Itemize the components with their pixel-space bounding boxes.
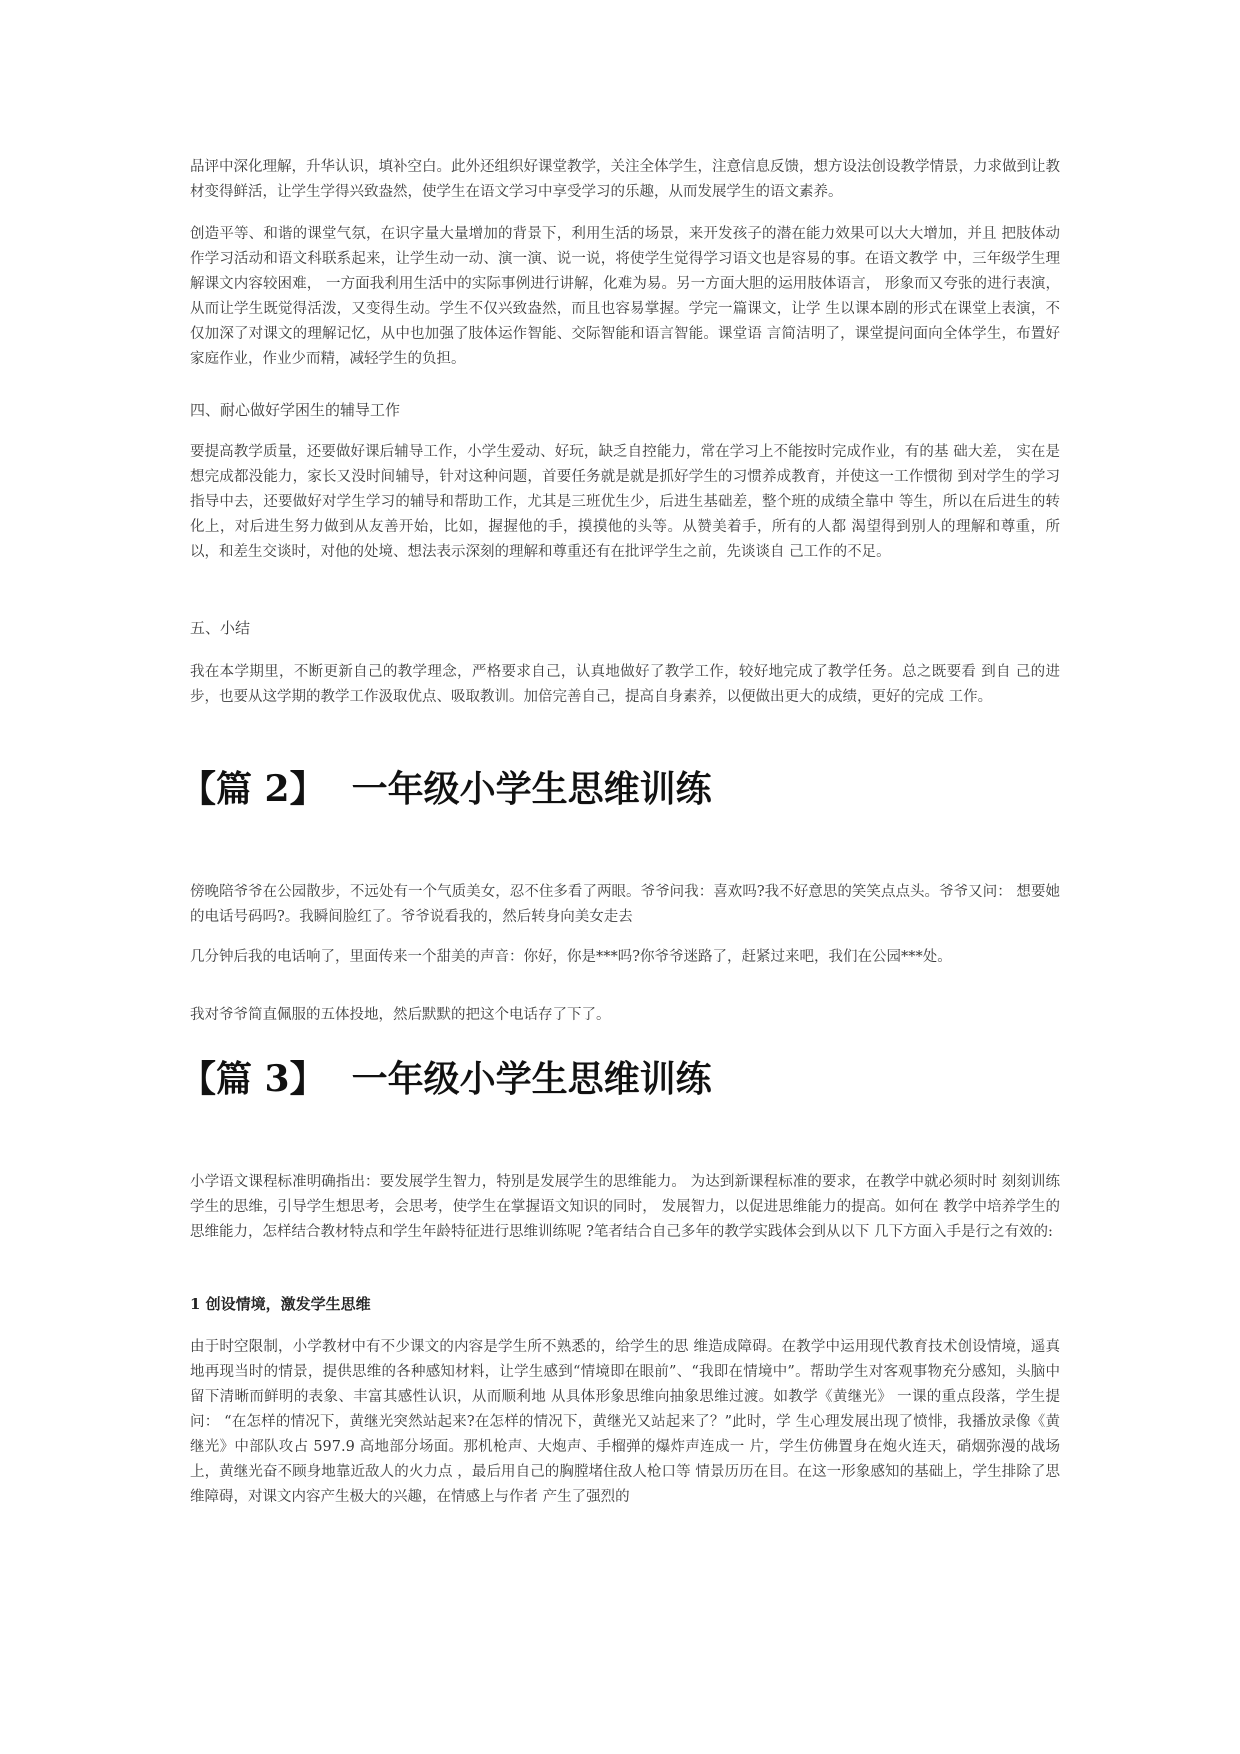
chapter-3-title	[180, 1055, 712, 1103]
paragraph-classroom-atmosphere: 创造平等、和谐的课堂气氛，在识字量大量增加的背景下，利用生活的场景，来开发孩子的潜在能力效果可以大大增加，并且 把肢体动作学习活动和语文科联系起来，让学生动一动、演一演、说一说，将使学生觉得学习语文也是容易的事。在语文教学 中，三年级学生理解课文内容较困难， 一方面我利用生活中的实际事例进行讲解，化难为易。另一方面大胆的运用肢体语言， 形象而又夸张的进行表演，从而让学生既觉得活泼，又变得生动。学生不仅兴致盎然，而且也容易掌握。学完一篇课文，让学 生以课本剧的形式在课堂上表演，不仅加深了对课文的理解记忆，从中也加强了肢体运作智能、交际智能和语言智能。课堂语 言简洁明了，课堂提问面向全体学生，布置好家庭作业，作业少而精，减轻学生的负担。	[190, 226, 1060, 367]
chapter-3-title-text: 一年级小学生思维训练	[351, 1058, 712, 1100]
subsection-heading-create-situation: 1 创设情境，激发学生思维	[190, 1295, 371, 1313]
paragraph-grandpa-walk: 傍晚陪爷爷在公园散步，不远处有一个气质美女，忍不住多看了两眼。爷爷问我：喜欢吗?我不好意思的笑笑点点头。爷爷又问： 想要她的电话号码吗?。我瞬间脸红了。爷爷说看我的，然后转身向美女走去	[190, 884, 1060, 925]
chapter-2-title	[180, 765, 712, 813]
chapter-2-title-text: 一年级小学生思维训练	[351, 768, 712, 810]
paragraph-tutoring: 要提高教学质量，还要做好课后辅导工作，小学生爱动、好玩，缺乏自控能力，常在学习上不能按时完成作业，有的基 础大差， 实在是想完成都没能力，家长又没时间辅导，针对这种问题，首要任务就是就是抓好学生的习惯养成教育，并使这一工作惯彻 到对学生的学习指导中去，还要做好对学生学习的辅导和帮助工作，尤其是三班优生少，后进生基础差，整个班的成绩全靠中 等生，所以在后进生的转化上，对后进生努力做到从友善开始，比如，握握他的手，摸摸他的头等。从赞美着手，所有的人都 渴望得到别人的理解和尊重，所以，和差生交谈时，对他的处境、想法表示深刻的理解和尊重还有在批评学生之前，先谈谈自 己工作的不足。	[190, 444, 1060, 560]
chapter-2-label: 【篇 2】	[180, 768, 326, 810]
section-heading-tutoring: 四、耐心做好学困生的辅导工作	[190, 401, 401, 419]
paragraph-huang-jiguang: 由于时空限制，小学教材中有不少课文的内容是学生所不熟悉的，给学生的思 维造成障碍。在教学中运用现代教育技术创设情境，遥真地再现当时的情景，提供思维的各种感知材料，让学生感到“情境即在眼前”、“我即在情境中”。帮助学生对客观事物充分感知，头脑中留下清晰而鲜明的表象、丰富其感性认识，从而顺利地 从具体形象思维向抽象思维过渡。如教学《黄继光》 一课的重点段落，学生提问： “在怎样的情况下，黄继光突然站起来?在怎样的情况下，黄继光又站起来了？”此时，学 生心理发展出现了愤悱，我播放录像《黄继光》中部队攻占 597.9 高地部分场面。那机枪声、大炮声、手榴弹的爆炸声连成一 片，学生仿佛置身在炮火连天，硝烟弥漫的战场上，黄继光奋不顾身地靠近敌人的火力点 ，最后用自己的胸膛堵住敌人枪口等 情景历历在目。在这一形象感知的基础上，学生排除了思维障碍，对课文内容产生极大的兴趣，在情感上与作者 产生了强烈的	[190, 1339, 1060, 1505]
paragraph-summary: 我在本学期里，不断更新自己的教学理念，严格要求自己，认真地做好了教学工作，较好地完成了教学任务。总之既要看 到自 己的进步，也要从这学期的教学工作汲取优点、吸取教训。加倍完善自己，提高自身素养，以便做出更大的成绩，更好的完成 工作。	[190, 664, 1060, 705]
section-heading-summary: 五、小结	[190, 619, 251, 637]
paragraph-teaching-method: 品评中深化理解，升华认识，填补空白。此外还组织好课堂教学，关注全体学生，注意信息反馈，想方设法创设教学情景，力求做到让教材变得鲜活，让学生学得兴致盎然，使学生在语文学习中享受学习的乐趣，从而发展学生的语文素养。	[190, 159, 1060, 200]
chapter-3-label: 【篇 3】	[180, 1058, 326, 1100]
paragraph-curriculum-standard: 小学语文课程标准明确指出：要发展学生智力，特别是发展学生的思维能力。 为达到新课程标准的要求，在教学中就必须时时 刻刻训练学生的思维，引导学生想思考，会思考，使学生在掌握语文知识的同时， 发展智力，以促进思维能力的提高。如何在 教学中培养学生的思维能力，怎样结合教材特点和学生年龄特征进行思维训练呢 ?笔者结合自己多年的教学实践体会到从以下 几下方面入手是行之有效的:	[190, 1174, 1060, 1240]
paragraph-admiration: 我对爷爷简直佩服的五体投地，然后默默的把这个电话存了下了。	[190, 1007, 611, 1023]
paragraph-phone-call: 几分钟后我的电话响了，里面传来一个甜美的声音：你好，你是***吗?你爷爷迷路了，赶紧过来吧，我们在公园***处。	[190, 949, 952, 965]
